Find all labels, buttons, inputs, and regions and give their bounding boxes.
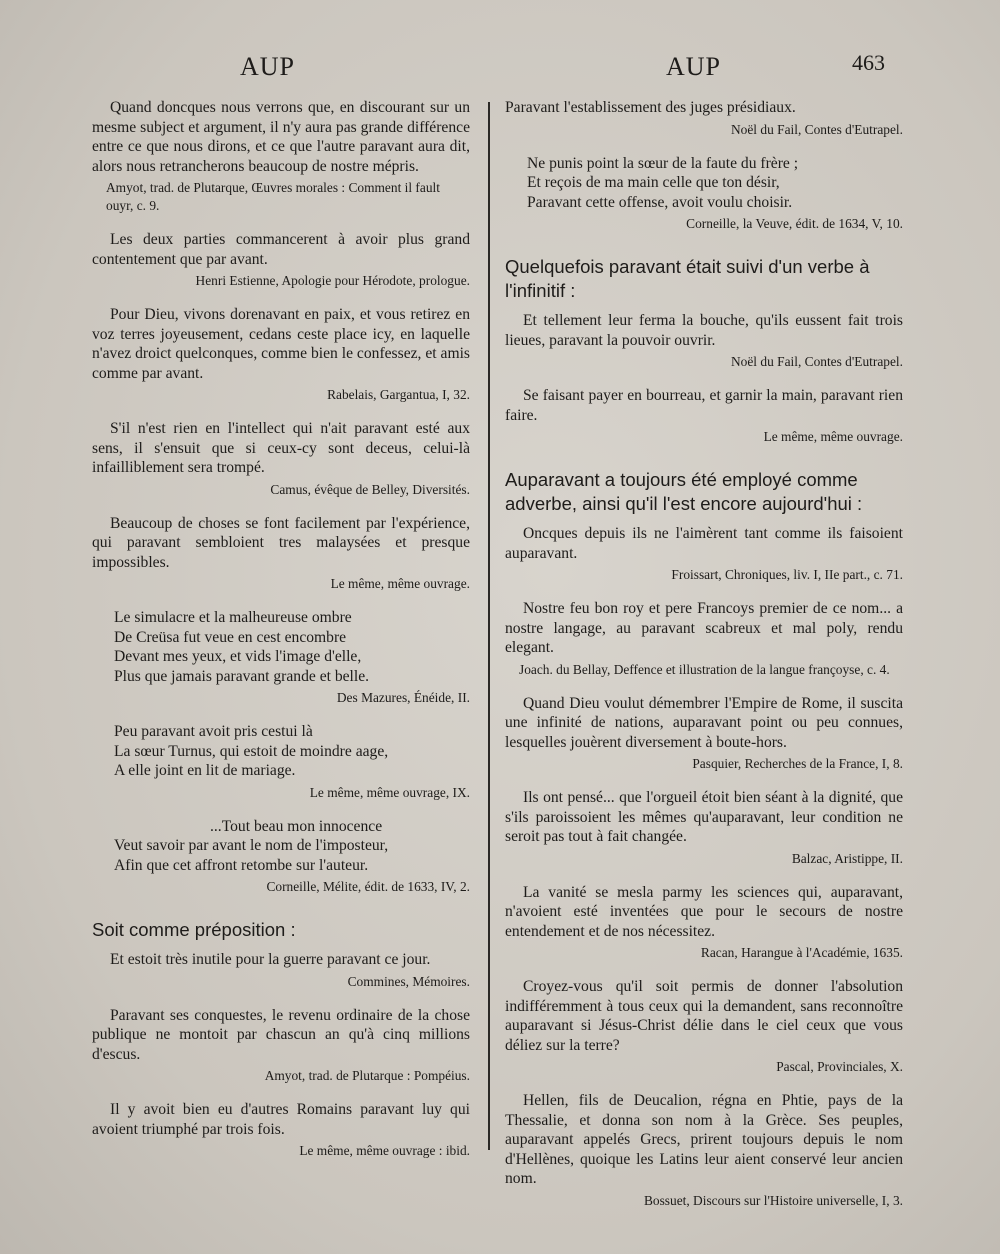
verse-line: Ne punis point la sœur de la faute du frère ; xyxy=(527,154,799,172)
citation: Froissart, Chroniques, liv. I, IIe part., c. 71. xyxy=(671,567,903,582)
quote-paragraph: Ils ont pensé... que l'orgueil étoit bien séant à la dignité, que s'ils paroissoient les mêmes qu'auparavant, leur condition ne seroit pas tout à fait changée. xyxy=(505,789,903,845)
verse-block xyxy=(505,154,903,213)
quote-paragraph: Nostre feu bon roy et pere Francoys premier de ce nom... a nostre langage, au paravant scabreux et mal poly, rendu elegant. xyxy=(505,600,903,656)
running-head-right: AUP xyxy=(666,52,722,81)
quote-paragraph: Quand doncques nous verrons que, en discourant sur un mesme subject et argument, il n'y aura pas grande différence entre ce que nous dirons, et ce que l'autre paravant aura dit, alors nous retrancherons beaucoup de nostre mépris. xyxy=(92,99,470,175)
quote-paragraph: Croyez-vous qu'il soit permis de donner l'absolution indifféremment à tous ceux qui la demandent, sans reconnoître auparavant si Jésus-Christ délie dans le ciel ceux que vous déliez sur la terre? xyxy=(505,978,903,1054)
citation: Amyot, trad. de Plutarque : Pompéius. xyxy=(264,1068,470,1083)
quote-paragraph: Hellen, fils de Deucalion, régna en Phtie, pays de la Thessalie, et donna son nom à la Grèce. Ses peuples, auparavant appelés Grecs, prirent toujours depuis le nom d'Hellènes, quoique les Latins leur aient conservé leur ancien nom. xyxy=(505,1092,903,1187)
verse-line: Le simulacre et la malheureuse ombre xyxy=(114,609,352,626)
citation: Joach. du Bellay, Deffence et illustration de la langue françoyse, c. 4. xyxy=(519,661,890,677)
running-head-left: AUP xyxy=(240,52,296,81)
verse-line: A elle joint en lit de mariage. xyxy=(114,762,296,779)
verse-block xyxy=(92,722,470,781)
citation: Noël du Fail, Contes d'Eutrapel. xyxy=(731,121,903,137)
verse-line: La sœur Turnus, qui estoit de moindre aage, xyxy=(114,742,389,760)
citation: Commines, Mémoires. xyxy=(347,973,470,989)
verse-line: Plus que jamais paravant grande et belle. xyxy=(114,667,370,685)
citation: Des Mazures, Énéide, II. xyxy=(336,690,470,705)
citation: Corneille, la Veuve, édit. de 1634, V, 10. xyxy=(686,216,903,231)
citation: Pascal, Provinciales, X. xyxy=(776,1059,903,1074)
citation: Racan, Harangue à l'Académie, 1635. xyxy=(700,945,903,960)
column-divider xyxy=(488,102,490,1150)
section-heading: Soit comme préposition : xyxy=(92,919,296,940)
verse-block xyxy=(92,608,470,686)
quote-paragraph: Beaucoup de choses se font facilement par l'expérience, qui paravant sembloient tres malaysées et presque impossibles. xyxy=(92,514,470,571)
citation: Camus, évêque de Belley, Diversités. xyxy=(270,481,470,497)
quote-paragraph: Se faisant payer en bourreau, et garnir la main, paravant rien faire. xyxy=(505,387,903,424)
citation: Pasquier, Recherches de la France, I, 8. xyxy=(692,756,903,771)
quote-paragraph: Les deux parties commancerent à avoir plus grand contentement que par avant. xyxy=(92,231,470,268)
citation: Amyot, trad. de Plutarque, Œuvres morales : Comment il fault ouyr, c. 9. xyxy=(106,180,440,213)
verse-line: Peu paravant avoit pris cestui là xyxy=(114,723,313,740)
quote-paragraph: Pour Dieu, vivons dorenavant en paix, et vous retirez en voz terres joyeusement, cedans ceste place icy, en laquelle n'avez droict quelconques, comme bien le confessez, et amis comme par avant. xyxy=(92,306,470,382)
verse-line: Paravant cette offense, avoit voulu choisir. xyxy=(527,193,793,211)
quote-paragraph: La vanité se mesla parmy les sciences qui, auparavant, n'avoient esté inventées que pour le secours de nostre entendement et de nos nécessitez. xyxy=(505,883,903,940)
citation: Le même, même ouvrage. xyxy=(330,576,470,591)
citation: Le même, même ouvrage. xyxy=(763,429,903,444)
quote-paragraph: Paravant ses conquestes, le revenu ordinaire de la chose publique ne montoit par chascun an qu'à cinq millions d'escus. xyxy=(92,1006,470,1063)
citation: Le même, même ouvrage, IX. xyxy=(309,784,470,800)
citation: Bossuet, Discours sur l'Histoire universelle, I, 3. xyxy=(643,1192,903,1208)
citation: Le même, même ouvrage : ibid. xyxy=(299,1143,470,1158)
quote-paragraph: Quand Dieu voulut démembrer l'Empire de Rome, il suscita une infinité de nations, auparavant point ou peu connues, lesquelles jouèrent diversement à boute-hors. xyxy=(505,694,903,751)
verse-line: ...Tout beau mon innocence xyxy=(210,817,383,835)
quote-paragraph: S'il n'est rien en l'intellect qui n'ait paravant esté aux sens, il s'ensuit que si ceux-cy sont deceus, celui-là infailliblement sera trompé. xyxy=(92,420,470,476)
left-column xyxy=(92,98,470,1160)
quote-paragraph: Et tellement leur ferma la bouche, qu'ils eussent fait trois lieues, paravant la pouvoir ouvrir. xyxy=(505,312,903,349)
verse-line: Devant mes yeux, et vids l'image d'elle, xyxy=(114,648,362,665)
quote-paragraph: Paravant l'establissement des juges présidiaux. xyxy=(505,99,796,116)
verse-line: Afin que cet affront retombe sur l'auteur. xyxy=(114,856,369,874)
quote-paragraph: Et estoit très inutile pour la guerre paravant ce jour. xyxy=(110,951,431,968)
citation: Henri Estienne, Apologie pour Hérodote, prologue. xyxy=(195,273,470,288)
page-number: 463 xyxy=(852,50,885,75)
citation: Rabelais, Gargantua, I, 32. xyxy=(327,387,470,402)
verse-line: Et reçois de ma main celle que ton désir, xyxy=(527,174,780,191)
quote-paragraph: Oncques depuis ils ne l'aimèrent tant comme ils faisoient auparavant. xyxy=(505,525,903,562)
section-heading: Auparavant a toujours été employé comme adverbe, ainsi qu'il l'est encore aujourd'hui : xyxy=(505,469,863,514)
verse-block xyxy=(92,817,470,876)
right-column xyxy=(505,98,903,1210)
citation: Noël du Fail, Contes d'Eutrapel. xyxy=(731,354,903,369)
citation: Balzac, Aristippe, II. xyxy=(791,850,903,866)
verse-line: Veut savoir par avant le nom de l'imposteur, xyxy=(114,837,389,854)
verse-line: De Creüsa fut veue en cest encombre xyxy=(114,628,347,646)
section-heading: Quelquefois paravant était suivi d'un verbe à l'infinitif : xyxy=(505,256,870,301)
citation: Corneille, Mélite, édit. de 1633, IV, 2. xyxy=(266,879,470,894)
quote-paragraph: Il y avoit bien eu d'autres Romains paravant luy qui avoient triumphé par trois fois. xyxy=(92,1101,470,1138)
